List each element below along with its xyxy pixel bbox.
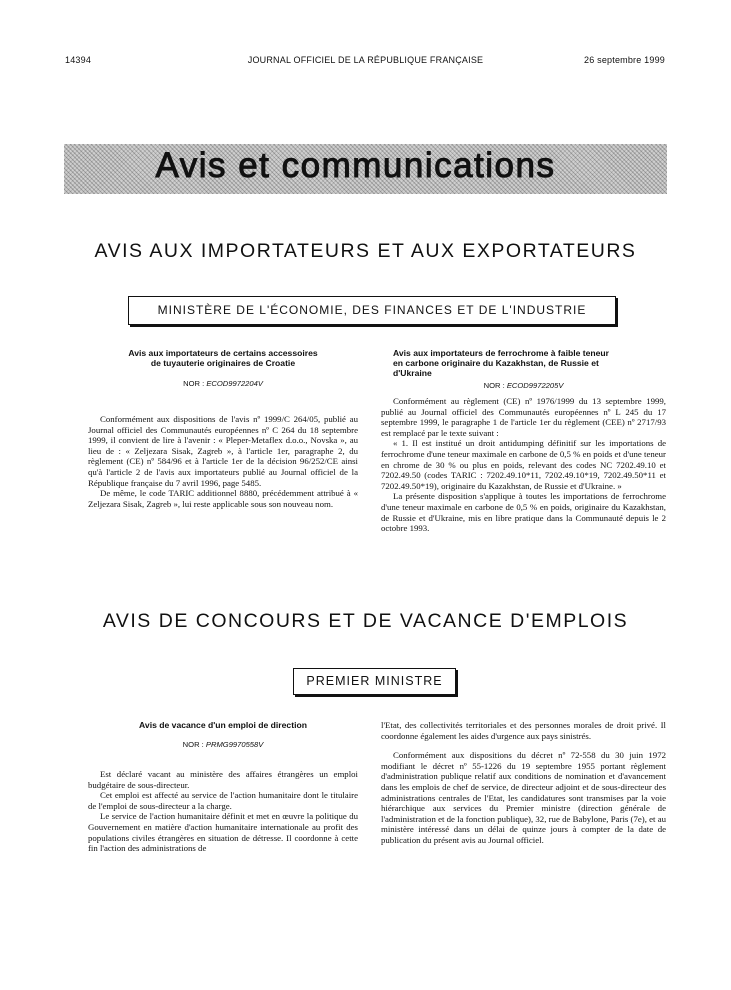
article-vacance-continuation [381, 720, 666, 846]
nor-code: ECOD9972204V [206, 379, 263, 388]
nor-label: NOR : [483, 381, 505, 390]
article-title-line: Avis aux importateurs de certains accessoires [128, 348, 318, 358]
nor-code: ECOD9972205V [506, 381, 564, 390]
nor-code: PRMG9970558V [205, 740, 264, 749]
nor-reference [381, 381, 666, 390]
paragraph: Conformément au règlement (CE) nº 1976/1999 du 13 septembre 1999, publié au Journal officiel des Communautés européennes nº L 245 du 17 septembre 1999, le paragraphe 1 de l'article 1er du règlement (CEE) nº 2717/93 est remplacé par le texte suivant : [381, 396, 666, 438]
article-vacance-emploi [88, 720, 358, 854]
article-ferrochrome [381, 348, 666, 534]
nor-label: NOR : [182, 740, 204, 749]
ministry-box-economie: MINISTÈRE DE L'ÉCONOMIE, DES FINANCES ET DE L'INDUSTRIE [128, 296, 616, 325]
article-title [381, 348, 666, 378]
journal-title: JOURNAL OFFICIEL DE LA RÉPUBLIQUE FRANÇAISE [247, 55, 484, 65]
paragraph: « 1. Il est institué un droit antidumping définitif sur les importations de ferrochrome d'une teneur maximale en carbone de 0,5 % en poids et d'une teneur en chrome de 30 % ou plus en poids, relevant des codes NC 7202.49.10 et 7202.49.50 (codes TARIC : 7202.49.10*11, 7202.49.10*19, 7202.49.50*11 et 7202.49.50*19), originaire du Kazakhstan, de Russie et d'Ukraine. » [381, 438, 666, 491]
paragraph: Cet emploi est affecté au service de l'action humanitaire dont le titulaire de l'emploi de sous-directeur a la charge. [88, 790, 358, 811]
issue-date: 26 septembre 1999 [584, 55, 665, 65]
paragraph: Est déclaré vacant au ministère des affaires étrangères un emploi budgétaire de sous-directeur. [88, 769, 358, 790]
nor-label: NOR : [183, 379, 205, 388]
article-body [88, 769, 358, 854]
banner-title: Avis et communications [155, 146, 556, 185]
nor-reference [88, 379, 358, 388]
paragraph: l'Etat, des collectivités territoriales et des personnes morales de droit privé. Il coordonne également les aides d'urgence aux pays sinistrés. [381, 720, 666, 741]
article-body [381, 396, 666, 534]
article-title: Avis de vacance d'un emploi de direction [139, 720, 307, 730]
article-title-line: de tuyauterie originaires de Croatie [150, 358, 296, 368]
section-title-concours: AVIS DE CONCOURS ET DE VACANCE D'EMPLOIS [102, 610, 629, 632]
paragraph: Le service de l'action humanitaire définit et met en œuvre la politique du Gouvernement en matière d'action humanitaire internationale au profit des populations civiles étrangères en situation de détresse. Il coordonne à cette fin l'action des administrations de [88, 811, 358, 854]
article-croatie [88, 348, 358, 509]
ministry-box-premier-ministre: PREMIER MINISTRE [293, 668, 456, 695]
article-body [381, 720, 666, 846]
article-title-line: en carbone originaire du Kazakhstan, de Russie et [393, 358, 599, 368]
paragraph: La présente disposition s'applique à toutes les importations de ferrochrome d'une teneur maximale en carbone de 0,5 % en poids, originaire du Kazakhstan, de Russie et d'Ukraine, mis en libre pratique dans la Communauté depuis le 2 octobre 1993. [381, 491, 666, 534]
paragraph: Conformément aux dispositions du décret nº 72-558 du 30 juin 1972 modifiant le décret nº 55-1226 du 19 septembre 1955 portant règlement d'administration publique relatif aux conditions de nomination et d'avancement dans les emplois de chef de service, de directeur adjoint et de sous-directeur des administrations centrales de l'Etat, les candidatures sont transmises par la voie hiérarchique aux services du Premier ministre (direction générale de l'administration et de la fonction publique), 32, rue de Babylone, Paris (7e), et au ministère intéressé dans un délai de quinze jours à compter de la date de publication du présent avis au Journal officiel. [381, 750, 666, 845]
nor-reference [88, 740, 358, 749]
page-number: 14394 [65, 55, 92, 65]
article-title-line: Avis aux importateurs de ferrochrome à faible teneur [393, 348, 610, 358]
article-title-line: d'Ukraine [393, 368, 432, 378]
section-title-importateurs: AVIS AUX IMPORTATEURS ET AUX EXPORTATEURS [94, 240, 637, 262]
article-body [88, 414, 358, 509]
paragraph: De même, le code TARIC additionnel 8880, précédemment attribué à « Zeljezara Sisak, Zagreb », lui reste applicable sous son nouveau nom. [88, 488, 358, 509]
article-title [88, 348, 358, 368]
paragraph: Conformément aux dispositions de l'avis nº 1999/C 264/05, publié au Journal officiel des Communautés européennes nº C 264 du 18 septembre 1999, il convient de lire à l'avenir : « Pleper-Metaflex d.o.o., Novska », au lieu de : « Zeljezara Sisak, Zagreb », à l'article 1er, paragraphe 2, du règlement (CE) nº 584/96 et à l'article 1er de la décision 96/252/CE ainsi qu'à l'article 2 de l'avis aux importateurs publié au Journal officiel de la République française du 7 avril 1996, page 5485. [88, 414, 358, 488]
